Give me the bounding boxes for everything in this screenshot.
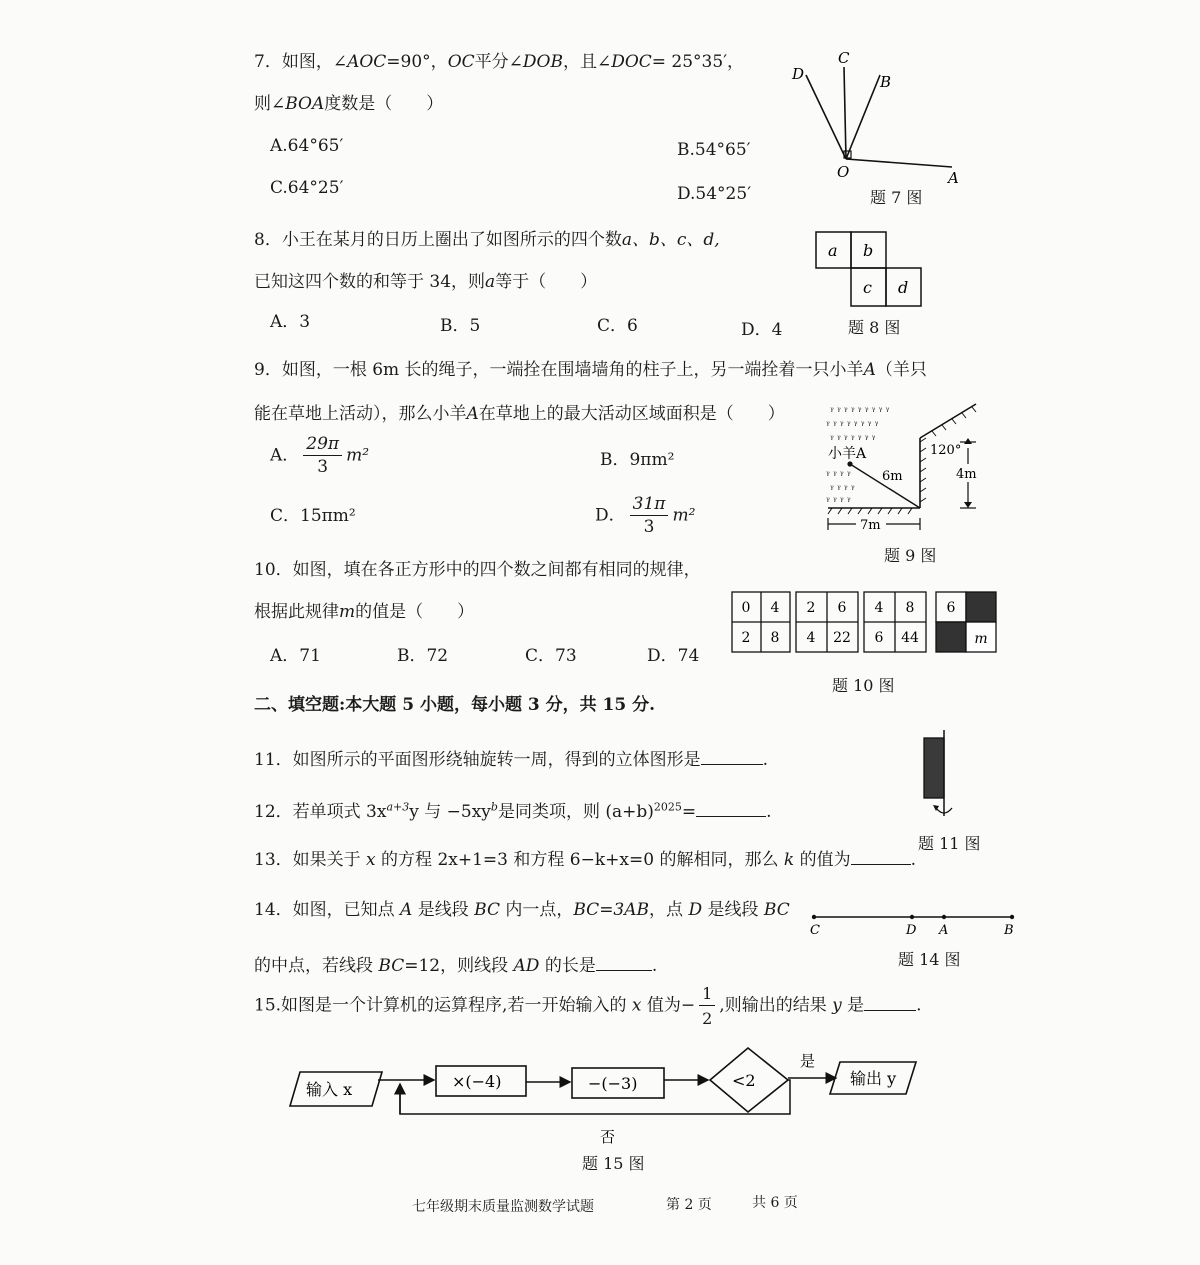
q10-sq1-br: 8 (770, 630, 780, 646)
q14-figure-caption: 题 14 图 (898, 950, 961, 969)
q14-label-c: C (810, 923, 820, 938)
flow-output-label: 输出 y (850, 1069, 897, 1088)
q9-line2: 能在草地上活动），那么小羊A在草地上的最大活动区域面积是（ ） (254, 404, 785, 424)
q8-cell-b: b (863, 241, 874, 260)
q10-figure-caption: 题 10 图 (832, 676, 895, 695)
section2-title: 二、填空题:本大题 5 小题，每小题 3 分，共 15 分. (254, 695, 656, 715)
q14-label-d: D (906, 923, 917, 938)
q7-option-d: D.54°25′ (677, 184, 752, 204)
svg-text:ᵞ ᵞ ᵞ ᵞ: ᵞ ᵞ ᵞ ᵞ (826, 496, 851, 507)
q7-label-o: O (837, 163, 850, 181)
q8-cell-c: c (863, 278, 872, 297)
q7-line2: 则∠BOA度数是（ ） (254, 94, 444, 114)
q15-line: 15.如图是一个计算机的运算程序,若一开始输入的 x 值为− $\frac{1}{2}$ ,则输出的结果 y 是 . (254, 984, 922, 1029)
footer-total-pages: 共 6 页 (752, 1195, 798, 1211)
svg-text:ᵞ ᵞ ᵞ ᵞ ᵞ ᵞ ᵞ ᵞ ᵞ: ᵞ ᵞ ᵞ ᵞ ᵞ ᵞ ᵞ ᵞ ᵞ (830, 406, 890, 417)
q9-line1: 9．如图，一根 6m 长的绳子，一端拴在围墙墙角的柱子上，另一端拴着一只小羊A（羊只 (254, 360, 927, 380)
q14-label-b: B (1004, 923, 1014, 938)
q13-line: 13．如果关于 x 的方程 2x+1=3 和方程 6−k+x=0 的解相同，那么 k 的值为 . (254, 850, 916, 870)
q7-label-b: B (880, 73, 892, 91)
footer-title: 七年级期末质量监测数学试题 (412, 1199, 594, 1215)
q7-angle-figure (780, 45, 980, 190)
q15-figure-caption: 题 15 图 (582, 1154, 645, 1173)
flow-yes-label: 是 (800, 1052, 816, 1070)
q10-sq4-br: m (974, 631, 988, 647)
flow-step1-label: ×(−4) (452, 1072, 502, 1091)
svg-text:ᵞ ᵞ ᵞ ᵞ ᵞ ᵞ ᵞ ᵞ: ᵞ ᵞ ᵞ ᵞ ᵞ ᵞ ᵞ ᵞ (826, 420, 879, 431)
svg-text:ᵞ ᵞ ᵞ ᵞ ᵞ ᵞ ᵞ: ᵞ ᵞ ᵞ ᵞ ᵞ ᵞ ᵞ (830, 434, 876, 445)
q9-label-sheep: 小羊A (828, 446, 867, 462)
q10-sq1-bl: 2 (741, 630, 751, 646)
q10-option-c: C．73 (525, 646, 577, 666)
q9-sheep-figure (820, 398, 990, 538)
q9-label-angle: 120° (930, 443, 962, 458)
q7-label-a: A (948, 169, 959, 187)
q7-label-c: C (838, 49, 850, 67)
q8-cell-d: d (898, 278, 909, 297)
flow-input-label: 输入 x (306, 1080, 353, 1099)
q10-sq3-tl: 4 (874, 600, 884, 616)
q10-sq1-tl: 0 (741, 600, 751, 616)
q9-label-rope: 6m (882, 469, 903, 484)
q10-sq2-bl: 4 (806, 630, 816, 646)
q8-option-a: A．3 (270, 312, 311, 332)
q7-label-d: D (792, 65, 805, 83)
q9-figure-caption: 题 9 图 (884, 546, 937, 565)
q9-label-side: 4m (956, 467, 977, 482)
q9-option-a: A． $\frac{29\pi}{3}$ m² (270, 434, 370, 477)
q14-line2: 的中点，若线段 BC=12，则线段 AD 的长是 . (254, 956, 658, 976)
q10-sq4-tl: 6 (946, 600, 956, 616)
q11-line: 11．如图所示的平面图形绕轴旋转一周，得到的立体图形是 . (254, 750, 769, 770)
q8-calendar-figure (812, 228, 924, 312)
q10-sq1-tr: 4 (770, 600, 780, 616)
q11-rotation-figure (918, 728, 962, 824)
q10-sq2-tr: 6 (837, 600, 847, 616)
q8-line1: 8．小王在某月的日历上圈出了如图所示的四个数a、b、c、d, (254, 230, 720, 250)
q10-sq3-tr: 8 (905, 600, 915, 616)
q8-figure-caption: 题 8 图 (848, 318, 901, 337)
q10-sq2-br: 22 (833, 630, 851, 646)
q15-flowchart (284, 1040, 924, 1148)
q14-label-a: A (939, 923, 949, 938)
q10-sq3-bl: 6 (874, 630, 884, 646)
q10-line2: 根据此规律m的值是（ ） (254, 602, 475, 622)
q7-option-b: B.54°65′ (677, 140, 751, 160)
q8-option-c: C．6 (597, 316, 638, 336)
footer-page-number: 第 2 页 (666, 1197, 712, 1213)
q12-line: 12．若单项式 $3x^{a+3}y$ 与 $-5xy^b$是同类项，则 $(a+b)^{2025}=$ . (254, 800, 772, 822)
svg-text:ᵞ ᵞ ᵞ ᵞ: ᵞ ᵞ ᵞ ᵞ (826, 470, 851, 481)
q10-option-b: B．72 (397, 646, 449, 666)
q7-line1: 7．如图，∠AOC=90°，OC平分∠DOB，且∠DOC= 25°35′， (254, 52, 745, 72)
q10-option-d: D．74 (647, 646, 700, 666)
q10-line1: 10．如图，填在各正方形中的四个数之间都有相同的规律， (254, 560, 701, 580)
q7-option-c: C.64°25′ (270, 178, 344, 198)
q10-option-a: A．71 (270, 646, 321, 666)
flow-step2-label: −(−3) (588, 1074, 638, 1093)
q7-option-a: A.64°65′ (270, 136, 344, 156)
q9-option-b: B．9πm² (600, 450, 675, 470)
q8-line2: 已知这四个数的和等于 34，则a等于（ ） (254, 272, 598, 292)
q11-figure-caption: 题 11 图 (918, 834, 981, 853)
q10-sq3-br: 44 (901, 630, 919, 646)
q8-option-d: D．4 (741, 320, 783, 340)
q10-sq2-tl: 2 (806, 600, 816, 616)
q10-squares-figure (728, 588, 1000, 660)
q14-segment-figure (806, 908, 1020, 940)
q8-option-b: B．5 (440, 316, 481, 336)
flow-no-label: 否 (600, 1128, 616, 1146)
flow-condition-label: <2 (732, 1071, 756, 1090)
q9-option-d: D． $\frac{31\pi}{3}$ m² (595, 494, 696, 537)
q9-option-c: C．15πm² (270, 506, 356, 526)
q7-figure-caption: 题 7 图 (870, 188, 923, 207)
q8-cell-a: a (828, 241, 838, 260)
q14-line1: 14．如图，已知点 A 是线段 BC 内一点，BC=3AB，点 D 是线段 BC (254, 900, 790, 920)
svg-text:ᵞ ᵞ ᵞ ᵞ: ᵞ ᵞ ᵞ ᵞ (830, 484, 855, 495)
q9-label-bottom: 7m (860, 518, 881, 533)
